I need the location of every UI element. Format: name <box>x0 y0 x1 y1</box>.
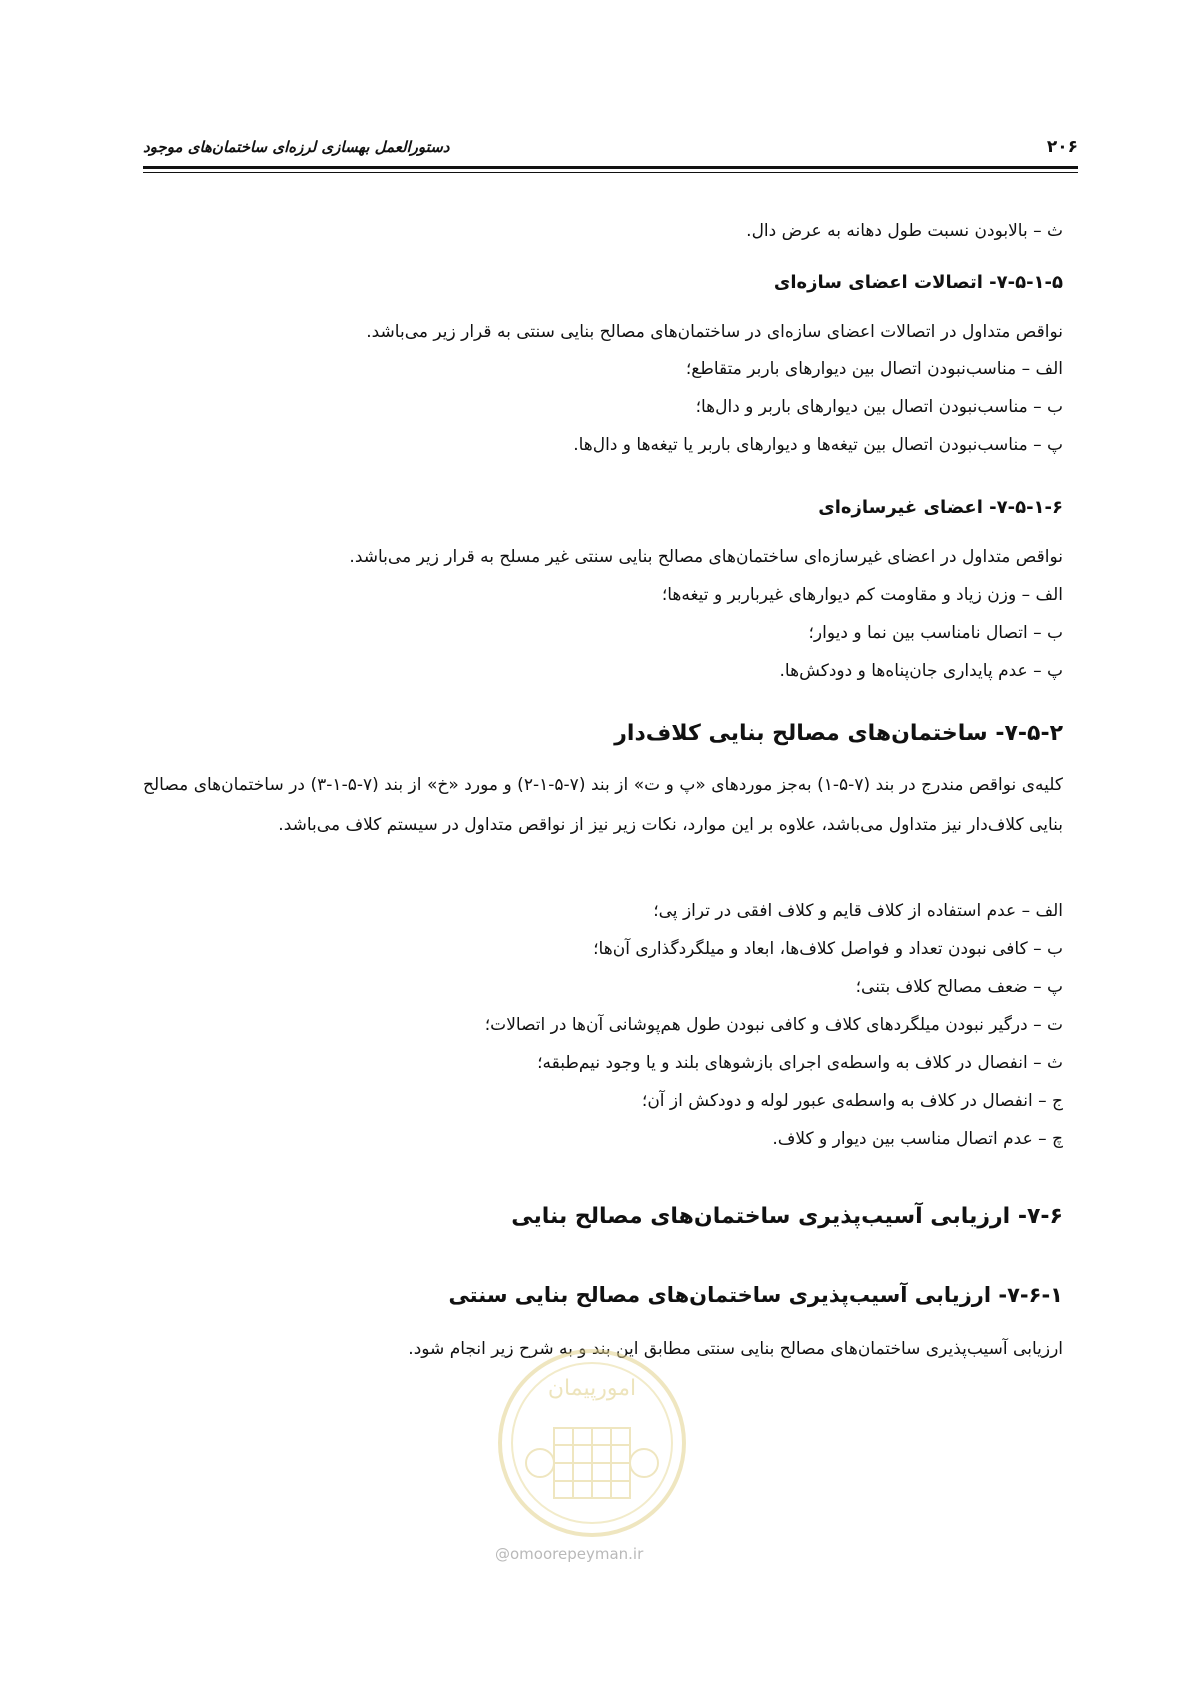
list-item: پ – عدم پایداری جان‌پناه‌ها و دودکش‌ها. <box>779 661 1063 681</box>
running-title: دستورالعمل بهسازی لرزه‌ای ساختمان‌های موجود <box>143 138 450 156</box>
list-item: ب – کافی نبودن تعداد و فواصل کلاف‌ها، ابعاد و میلگردگذاری آن‌ها؛ <box>593 939 1063 959</box>
watermark-logo-text: امورپیمان <box>547 1376 637 1401</box>
list-item: ت – درگیر نبودن میلگردهای کلاف و کافی نبودن طول هم‌پوشانی آن‌ها در اتصالات؛ <box>484 1015 1063 1035</box>
list-item: ث – بالابودن نسبت طول دهانه به عرض دال. <box>746 221 1063 241</box>
section-heading-7-6: ۷-۶- ارزیابی آسیب‌پذیری ساختمان‌های مصالح بنایی <box>511 1204 1063 1229</box>
watermark-url: @omoorepeyman.ir <box>495 1545 644 1563</box>
list-item: الف – مناسب‌نبودن اتصال بین دیوارهای باربر متقاطع؛ <box>685 359 1063 379</box>
list-item: ب – مناسب‌نبودن اتصال بین دیوارهای باربر و دال‌ها؛ <box>695 397 1063 417</box>
list-item: الف – وزن زیاد و مقاومت کم دیوارهای غیرباربر و تیغه‌ها؛ <box>661 585 1063 605</box>
section-paragraph: کلیه‌ی نواقص مندرج در بند (۷-۵-۱) به‌جز موردهای «پ و ت» از بند (۷-۵-۱-۲) و مورد «خ» از بند (۷-۵-۱-۳) در ساختمان‌های مصالح بنایی کلاف‌دار نیز متداول می‌باشد، علاوه بر این موارد، نکات زیر نیز از نواقص متداول در سیستم کلاف می‌باشد. <box>143 775 1064 835</box>
list-item: چ – عدم اتصال مناسب بین دیوار و کلاف. <box>772 1129 1063 1149</box>
list-item: پ – ضعف مصالح کلاف بتنی؛ <box>855 977 1063 997</box>
list-item: الف – عدم استفاده از کلاف قایم و کلاف افقی در تراز پی؛ <box>653 901 1063 921</box>
list-item: ث – انفصال در کلاف به واسطه‌ی اجرای بازشوهای بلند و یا وجود نیم‌طبقه؛ <box>537 1053 1063 1073</box>
section-intro: نواقص متداول در اتصالات اعضای سازه‌ای در ساختمان‌های مصالح بنایی سنتی به قرار زیر می‌باشد. <box>366 322 1063 342</box>
list-item: ب – اتصال نامناسب بین نما و دیوار؛ <box>808 623 1063 643</box>
page-number: ۲۰۶ <box>1046 137 1078 157</box>
section-intro: نواقص متداول در اعضای غیرسازه‌ای ساختمان‌های مصالح بنایی سنتی غیر مسلح به قرار زیر می‌باشد. <box>349 547 1063 567</box>
list-item: پ – مناسب‌نبودن اتصال بین تیغه‌ها و دیوارهای باربر یا تیغه‌ها و دال‌ها. <box>573 435 1063 455</box>
page-header <box>143 132 1078 162</box>
header-rule-thin <box>143 172 1078 173</box>
section-heading-7-6-1: ۷-۶-۱- ارزیابی آسیب‌پذیری ساختمان‌های مصالح بنایی سنتی <box>448 1283 1063 1307</box>
header-rule-thick <box>143 166 1078 169</box>
section-heading-7-5-2: ۷-۵-۲- ساختمان‌های مصالح بنایی کلاف‌دار <box>614 721 1063 746</box>
list-item: ج – انفصال در کلاف به واسطه‌ی عبور لوله و دودکش از آن؛ <box>641 1091 1063 1111</box>
section-paragraph: ارزیابی آسیب‌پذیری ساختمان‌های مصالح بنایی سنتی مطابق این بند و به شرح زیر انجام شود. <box>408 1339 1063 1359</box>
section-heading-7-5-1-6: ۷-۵-۱-۶- اعضای غیرسازه‌ای <box>818 497 1063 518</box>
section-heading-7-5-1-5: ۷-۵-۱-۵- اتصالات اعضای سازه‌ای <box>773 272 1063 293</box>
